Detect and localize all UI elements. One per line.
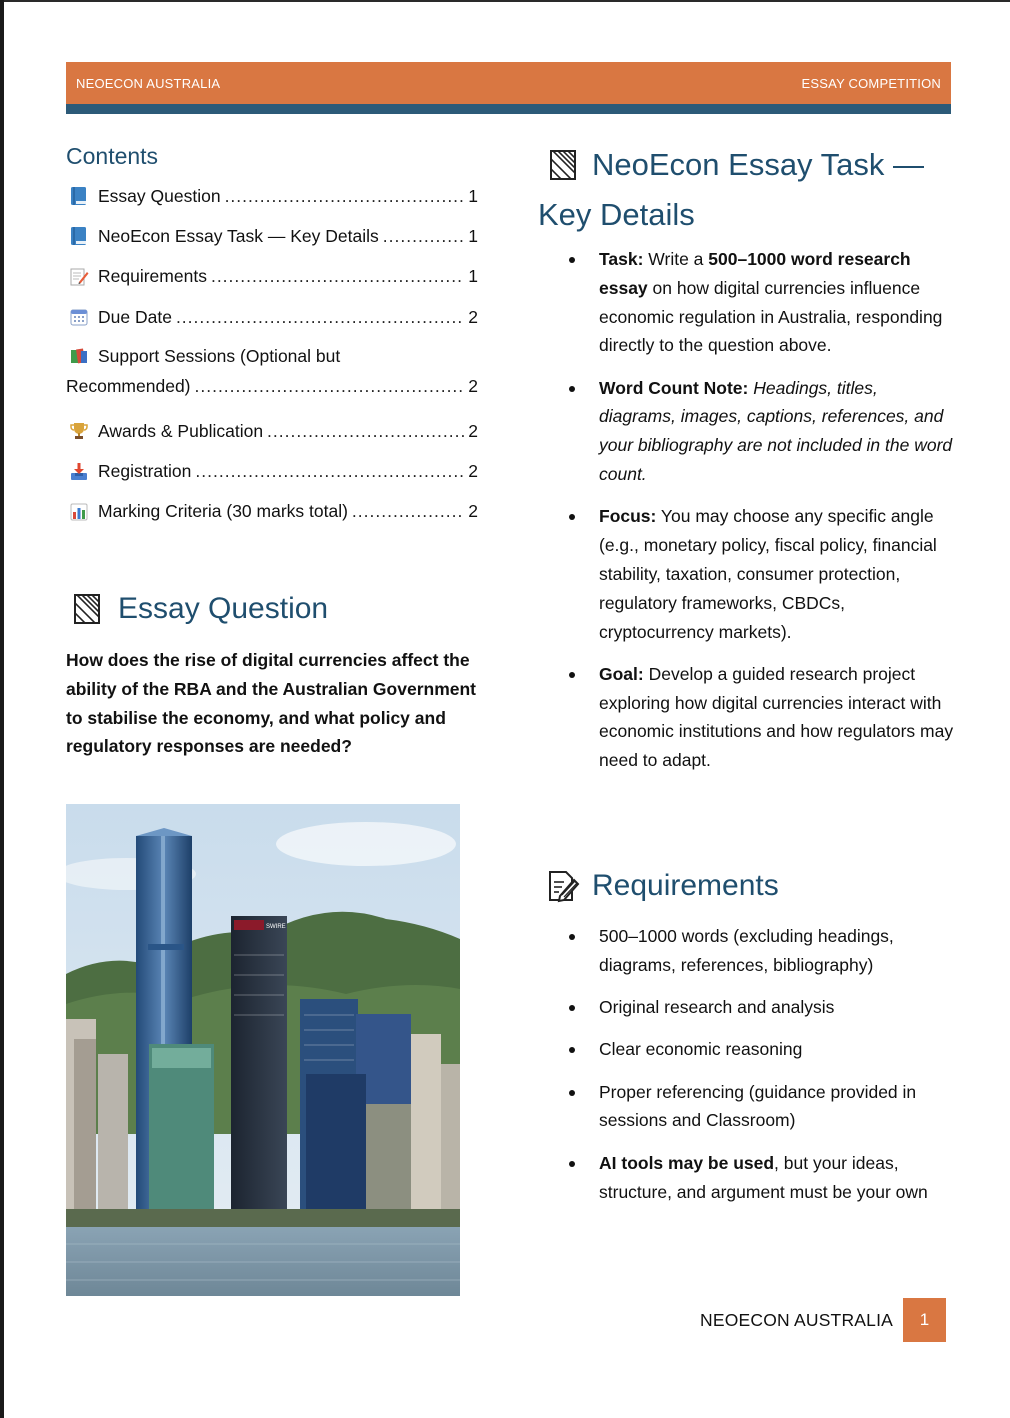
item-text: Headings, titles, diagrams, images, captions, references, and your bibliography are not included in the word count. [599, 377, 953, 485]
requirements-heading [546, 868, 779, 904]
list-item-focus [566, 502, 956, 646]
item-label: Task: [599, 249, 644, 269]
blue-book-icon [66, 185, 92, 207]
list-item: Proper referencing (guidance provided in sessions and Classroom) [566, 1078, 956, 1136]
item-text: You may choose any specific angle (e.g., monetary policy, fiscal policy, financial stability, taxation, consumer protection, regulatory frameworks, CBDCs, cryptocurrency markets). [599, 506, 937, 642]
toc-entry-registration[interactable] [66, 451, 478, 491]
list-item-word-count [566, 374, 956, 489]
section-title: Requirements [592, 869, 779, 902]
toc-page: 1 [468, 266, 478, 287]
page-footer [700, 1298, 946, 1342]
memo-icon [66, 266, 92, 288]
list-item: Clear economic reasoning [566, 1035, 956, 1064]
toc-page: 2 [468, 306, 478, 327]
books-icon [66, 345, 92, 367]
toc-page: 2 [468, 375, 478, 396]
key-details-list [566, 245, 956, 789]
header-org: NEOECON AUSTRALIA [76, 75, 221, 91]
toc-entry-due-date[interactable] [66, 297, 478, 337]
toc-page: 2 [468, 501, 478, 522]
toc-leader [267, 421, 464, 442]
item-text: Write a [643, 249, 709, 269]
requirements-list [566, 922, 956, 1220]
toc-title: Contents [66, 143, 159, 169]
toc-entry-essay-question[interactable] [66, 176, 478, 216]
toc-leader [211, 266, 464, 287]
window-top-edge [0, 0, 1010, 2]
inbox-tray-icon [66, 461, 92, 483]
toc-label-continued: Recommended) [66, 375, 191, 396]
building-sign: SWIRE [266, 924, 286, 930]
toc-label: Support Sessions (Optional but [98, 345, 341, 366]
header-title: ESSAY COMPETITION [801, 75, 941, 91]
page-number: 1 [903, 1298, 946, 1342]
bar-chart-icon [66, 501, 92, 523]
item-emphasis: 500–1000 word research essay [599, 249, 911, 298]
toc-leader [176, 307, 464, 328]
toc-label: Essay Question [98, 185, 221, 206]
calendar-icon [66, 306, 92, 328]
toc-entry-marking-criteria[interactable] [66, 492, 478, 532]
toc-entry-key-details[interactable] [66, 216, 478, 256]
table-of-contents [66, 176, 478, 532]
item-label: Word Count Note: [599, 377, 749, 398]
toc-label: Awards & Publication [98, 420, 264, 441]
section-title: Essay Question [118, 592, 329, 625]
item-text: , but your ideas, structure, and argument must be your own [599, 1152, 928, 1202]
toc-label: Registration [98, 461, 192, 482]
window-left-edge [0, 0, 4, 1418]
section-title-continued: Key Details [538, 197, 695, 232]
item-text: on how digital currencies influence economic regulation in Australia, responding directly to the question above. [599, 277, 943, 356]
list-item: Original research and analysis [566, 993, 956, 1022]
section-title: NeoEcon Essay Task — [592, 147, 924, 182]
toc-page: 1 [468, 185, 478, 206]
toc-leader [352, 501, 464, 522]
item-text: Develop a guided research project exploring how digital currencies interact with economic institutions and how regulators may need to adapt. [599, 663, 954, 771]
notebook-icon [548, 148, 578, 182]
list-item-ai-tools [566, 1149, 956, 1207]
toc-leader [225, 186, 465, 207]
toc-label: Due Date [98, 306, 172, 327]
edit-document-icon [546, 868, 580, 904]
toc-label: Requirements [98, 266, 207, 287]
toc-page: 1 [468, 225, 478, 246]
toc-label: NeoEcon Essay Task — Key Details [98, 225, 379, 246]
toc-entry-awards[interactable] [66, 411, 478, 451]
toc-page: 2 [468, 420, 478, 441]
toc-entry-requirements[interactable] [66, 257, 478, 297]
list-item-goal [566, 660, 956, 775]
key-details-heading [538, 140, 948, 240]
notebook-icon [72, 592, 102, 626]
footer-org: NEOECON AUSTRALIA [700, 1309, 894, 1330]
trophy-icon [66, 420, 92, 442]
blue-book-icon [66, 225, 92, 247]
header-rule [66, 104, 951, 114]
toc-leader [195, 461, 464, 482]
item-emphasis: AI tools may be used [599, 1152, 775, 1173]
toc-page: 2 [468, 461, 478, 482]
essay-question-heading [72, 592, 328, 626]
item-label: Goal: [599, 663, 644, 684]
toc-entry-support-sessions[interactable] [66, 341, 478, 411]
list-item: 500–1000 words (excluding headings, diagrams, references, bibliography) [566, 922, 956, 980]
toc-leader [383, 226, 464, 247]
item-label: Focus: [599, 506, 657, 527]
city-skyline-photo [66, 804, 460, 1296]
list-item-task [566, 245, 956, 360]
toc-label: Marking Criteria (30 marks total) [98, 501, 348, 522]
toc-leader [195, 376, 465, 397]
essay-question-text: How does the rise of digital currencies affect the ability of the RBA and the Australian Government to stabilise the economy, and what policy and regulatory responses are needed? [66, 650, 477, 757]
page-header [66, 62, 951, 104]
